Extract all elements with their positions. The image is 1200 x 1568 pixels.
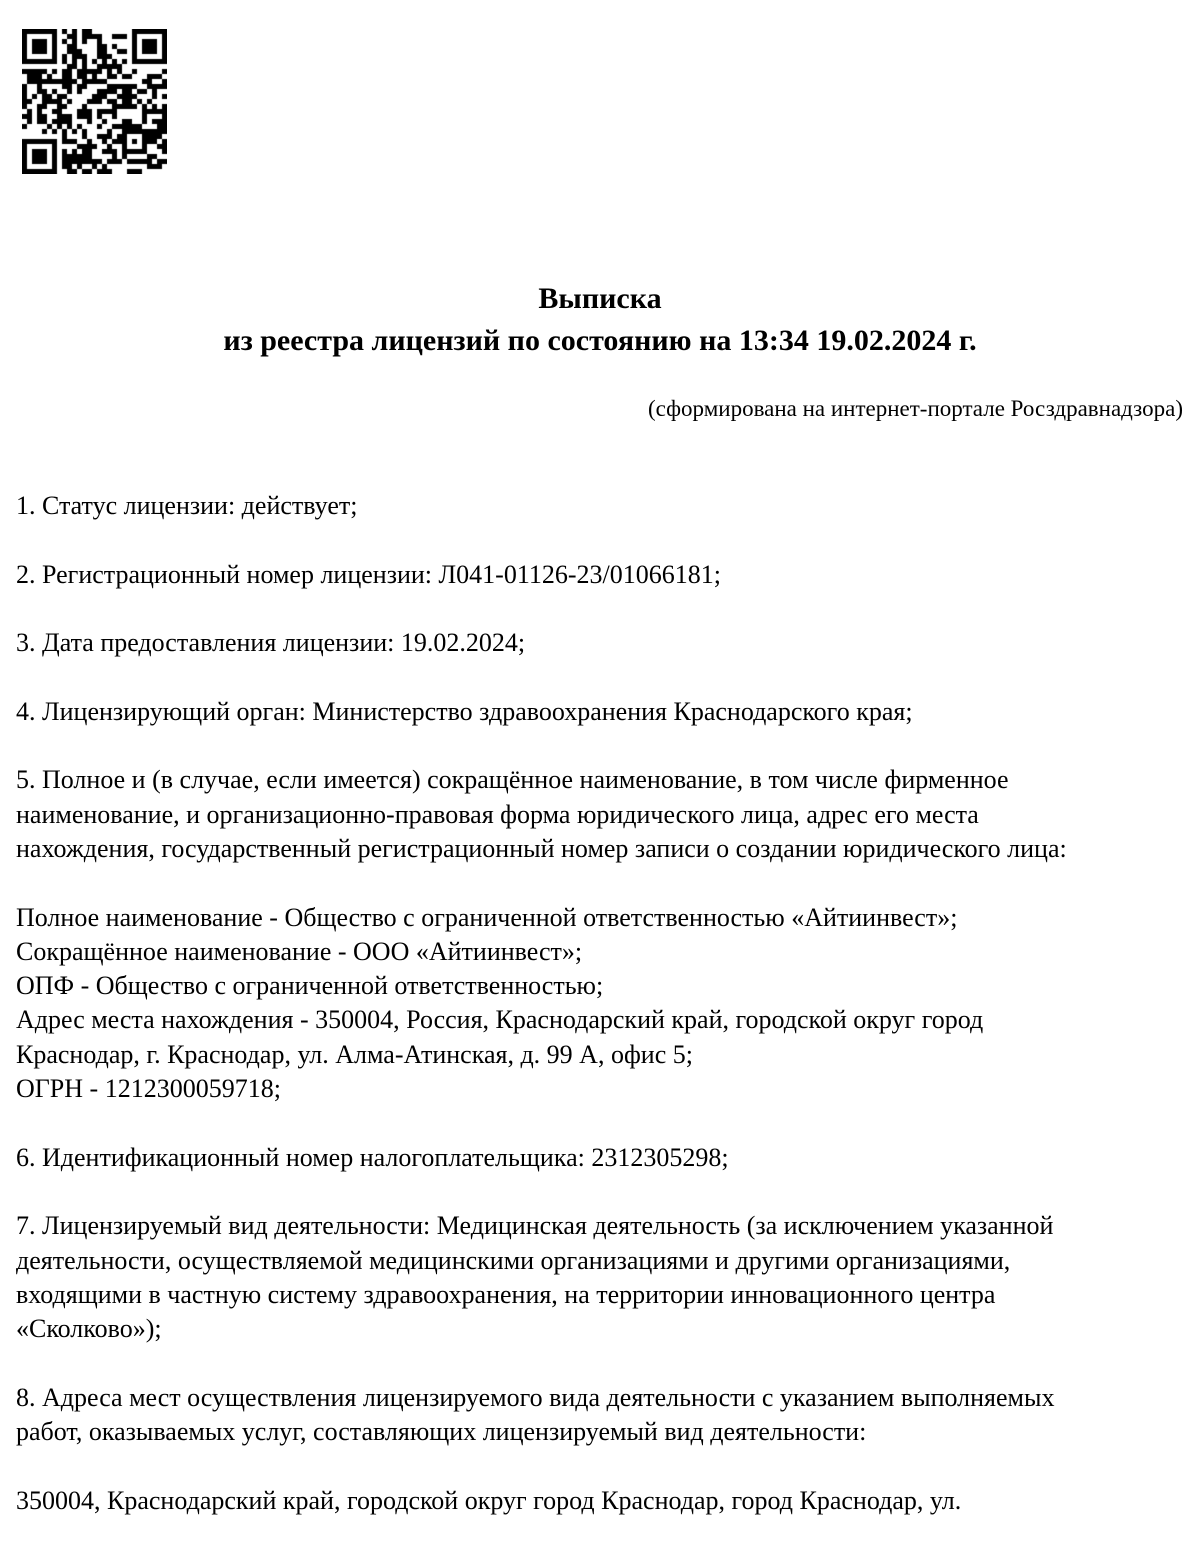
text-line: 6. Идентификационный номер налогоплательщика: 2312305298; [16,1142,729,1172]
license-item-status [16,489,1184,523]
text-line: 7. Лицензируемый вид деятельности: Медицинская деятельность (за исключением указанной [16,1211,1054,1241]
org-details [16,901,1184,1107]
document-body [16,489,1184,1552]
text-line: 350004, Краснодарский край, городской округ город Краснодар, город Краснодар, ул. [16,1485,962,1515]
license-item-activity [16,1209,1184,1346]
text-line: 3. Дата предоставления лицензии: 19.02.2024; [16,628,526,658]
text-line: 4. Лицензирующий орган: Министерство здравоохранения Краснодарского края; [16,696,913,726]
text-line: 1. Статус лицензии: действует; [16,491,358,520]
text-line: 2. Регистрационный номер лицензии: Л041-01126-23/01066181; [16,559,721,589]
org-short-name: Сокращённое наименование - ООО «Айтиинвест»; [16,936,583,966]
text-line: наименование, и организационно-правовая форма юридического лица, адрес его места [16,799,979,829]
document-title-line1: Выписка [538,282,662,315]
org-legal-form: ОПФ - Общество с ограниченной ответственностью; [16,971,604,1001]
document-title [0,278,1200,362]
text-line: нахождения, государственный регистрационный номер записи о создании юридического лица: [16,833,1067,863]
license-item-registration-number [16,558,1184,592]
qr-code-icon [22,29,167,174]
text-line: работ, оказываемых услуг, составляющих лицензируемый вид деятельности: [16,1417,867,1447]
license-item-addresses-heading [16,1381,1184,1450]
org-full-name: Полное наименование - Общество с ограниченной ответственностью «Айтиинвест»; [16,902,958,932]
document-subtitle: (сформирована на интернет-портале Росздравнадзора) [648,396,1183,421]
org-address-line2: Краснодар, г. Краснодар, ул. Алма-Атинская, д. 99 А, офис 5; [16,1039,693,1069]
license-item-org-name-heading [16,763,1184,866]
org-address-line1: Адрес места нахождения - 350004, Россия, Краснодарский край, городской округ город [16,1005,984,1035]
text-line: 8. Адреса мест осуществления лицензируемого вида деятельности с указанием выполняемых [16,1382,1055,1412]
text-line: 5. Полное и (в случае, если имеется) сокращённое наименование, в том числе фирменное [16,765,1009,795]
text-line: деятельности, осуществляемой медицинскими организациями и другими организациями, [16,1245,1011,1275]
text-line: входящими в частную систему здравоохранения, на территории инновационного центра [16,1279,996,1309]
text-line: «Сколково»); [16,1314,162,1344]
license-item-grant-date [16,626,1184,660]
org-ogrn: ОГРН - 1212300059718; [16,1074,281,1104]
license-item-authority [16,695,1184,729]
license-item-inn [16,1141,1184,1175]
document-title-line2: из реестра лицензий по состоянию на 13:34 19.02.2024 г. [223,324,977,357]
activity-address [16,1484,1184,1518]
